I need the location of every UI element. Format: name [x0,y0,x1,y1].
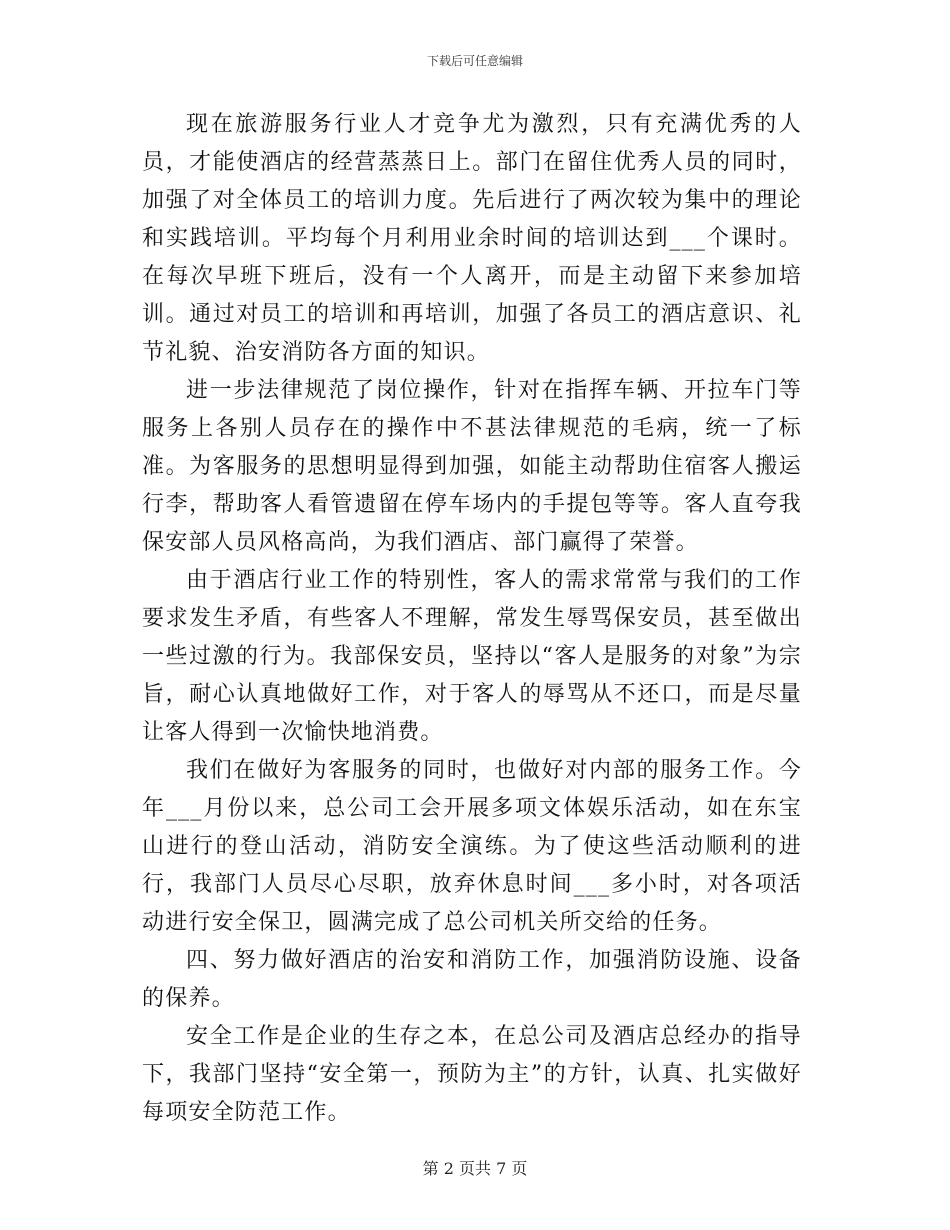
paragraph-safety-work: 安全工作是企业的生存之本，在总公司及酒店总经办的指导下，我部门坚持“安全第一，预防为主”的方针，认真、扎实做好每项安全防范工作。 [142,1024,802,1125]
paragraph-guest-conflict: 由于酒店行业工作的特别性，客人的需求常常与我们的工作要求发生矛盾，有些客人不理解，常发生辱骂保安员，甚至做出一些过激的行为。我部保安员，坚持以“客人是服务的对象”为宗旨，耐心认真地做好工作，对于客人的辱骂从不还口，而是尽量让客人得到一次愉快地消费。 [142,568,802,745]
paragraph-training: 现在旅游服务行业人才竞争尤为激烈，只有充满优秀的人员，才能使酒店的经营蒸蒸日上。部门在留住优秀人员的同时，加强了对全体员工的培训力度。先后进行了两次较为集中的理论和实践培训。平均每个月利用业余时间的培训达到___个课时。在每次早班下班后，没有一个人离开，而是主动留下来参加培训。通过对员工的培训和再培训，加强了各员工的酒店意识、礼节礼貌、治安消防各方面的知识。 [142,112,802,365]
paragraph-post-operation: 进一步法律规范了岗位操作，针对在指挥车辆、开拉车门等服务上各别人员存在的操作中不甚法律规范的毛病，统一了标准。为客服务的思想明显得到加强，如能主动帮助住宿客人搬运行李，帮助客人看管遗留在停车场内的手提包等等。客人直夸我保安部人员风格高尚，为我们酒店、部门赢得了荣誉。 [142,378,802,555]
document-body [142,106,802,1132]
page-number: 第 2 页共 7 页 [422,1159,528,1178]
paragraph-internal-service: 我们在做好为客服务的同时，也做好对内部的服务工作。今年___月份以来，总公司工会开展多项文体娱乐活动，如在东宝山进行的登山活动，消防安全演练。为了使这些活动顺利的进行，我部门人员尽心尽职，放弃休息时间___多小时，对各项活动进行安全保卫，圆满完成了总公司机关所交给的任务。 [142,758,802,935]
paragraph-section-four-heading: 四、努力做好酒店的治安和消防工作，加强消防设施、设备的保养。 [142,948,802,1011]
page-header-note: 下载后可任意编辑 [426,54,523,68]
